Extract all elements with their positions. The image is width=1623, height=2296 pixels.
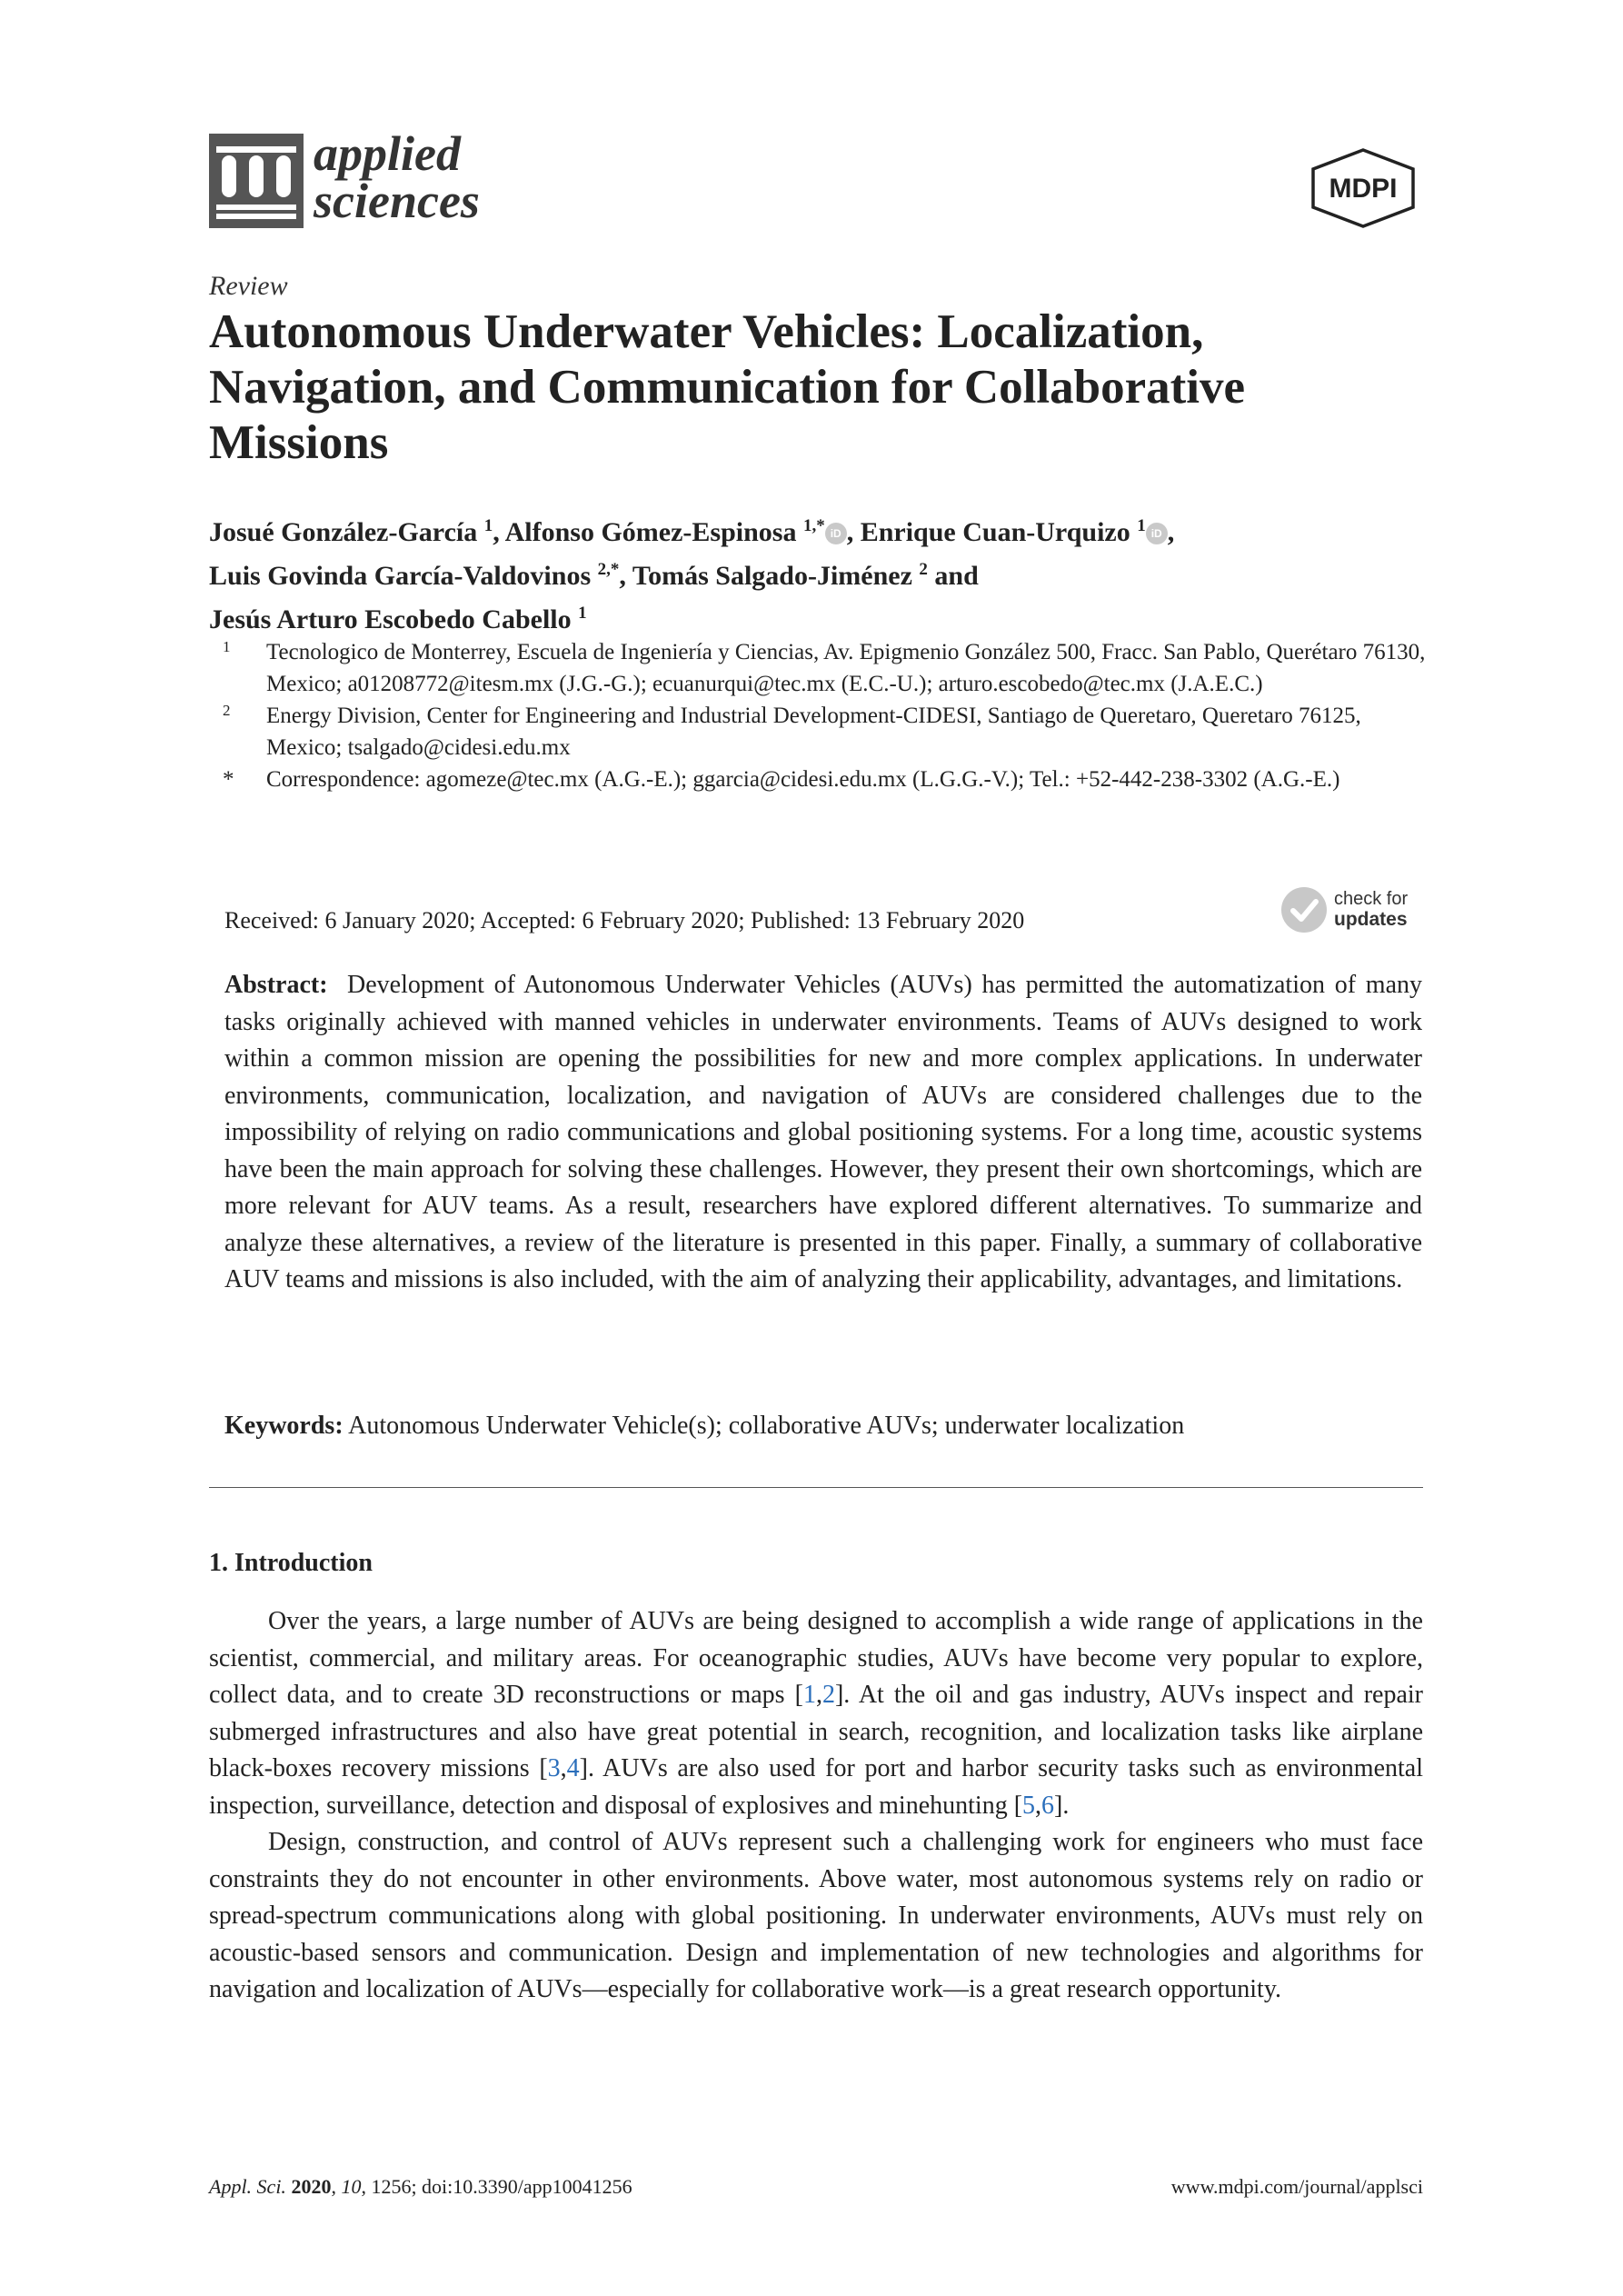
section-heading: 1. Introduction [209,1549,373,1577]
updates-badge-line2: updates [1334,909,1408,930]
affiliation-ref: 1 [1137,516,1146,535]
affiliation-mark: * [223,767,234,792]
affiliation-ref: 1 [578,604,587,623]
journal-name: applied sciences [314,126,480,228]
hexagon-icon [1304,147,1422,229]
author-name: Enrique Cuan-Urquizo [860,517,1130,547]
affiliation-text: Tecnologico de Monterrey, Escuela de Ingeniería y Ciencias, Av. Epigmenio González 500, Fracc. San Pablo, Querétaro 76130, Mexico; a01208772@itesm.mx (J.G.-G.); ecuanurqui@tec.mx (E.C.-U.); arturo.escobedo@tec.mx (J.A.E.C.) [266,640,1426,696]
footer-doi: , 1256; doi:10.3390/app10041256 [361,2175,632,2198]
author-name: Tomás Salgado-Jiménez [632,561,912,591]
checkmark-icon [1281,887,1327,933]
affiliation-item [223,636,1431,700]
publisher-logo-text: MDPI [1329,174,1398,204]
author-name: Jesús Arturo Escobedo Cabello [209,604,572,634]
publication-dates: Received: 6 January 2020; Accepted: 6 February 2020; Published: 13 February 2020 [224,907,1025,933]
abstract [224,967,1422,1299]
publisher-logo [1304,147,1422,229]
citation-separator: , [1035,1791,1042,1820]
abstract-label: Abstract: [224,971,328,999]
orcid-icon[interactable]: iD [825,523,847,544]
body-paragraph [209,1603,1423,1824]
body-paragraph: Design, construction, and control of AUVs represent such a challenging work for engineers who must face constraints they do not encounter in other environments. Above water, most autonomous systems rely on radio or spread-spectrum communications along with global positioning. In underwater environments, AUVs must rely on acoustic-based sensors and communication. Design and implementation of new technologies and algorithms for navigation and localization of AUVs—especially for collaborative work—is a great research opportunity. [209,1828,1423,2003]
footer-volume: 10 [341,2175,362,2198]
affiliation-mark: 2 [223,702,231,719]
affiliation-text: Energy Division, Center for Engineering and Industrial Development-CIDESI, Santiago de Queretaro, Queretaro 76125, Mexico; tsalgado@cidesi.edu.mx [266,704,1361,760]
citation-link[interactable]: 4 [566,1754,580,1782]
updates-badge-line1: check for [1334,889,1409,909]
test-tubes-icon [209,134,304,228]
article-type: Review [209,271,288,301]
text-run: Over the years, a large number of AUVs are being designed to accomplish a wide range of applications in the scientist, commercial, and military areas. For oceanographic studies, AUVs have become very popular to explore, collect data, and to create 3D reconstructions or maps [ [209,1607,1423,1709]
citation-link[interactable]: 1 [802,1681,816,1709]
keywords-label: Keywords: [224,1412,344,1440]
journal-url[interactable]: www.mdpi.com/journal/applsci [1170,2175,1423,2198]
text-run: ]. At the oil and gas industry, AUVs inspect and repair submerged infrastructures and also have great potential in search, recognition, and localization tasks like airplane black-boxes recovery missions [ [209,1681,1424,1782]
affiliation-mark: 1 [223,638,231,655]
author-name: Josué González-García [209,517,478,547]
citation-separator: , [815,1681,822,1709]
citation-link[interactable]: 2 [821,1681,835,1709]
affiliation-ref: 2 [919,560,928,579]
affiliation-ref: 1 [483,516,493,535]
citation-link[interactable]: 3 [547,1754,561,1782]
affiliation-text: Correspondence: agomeze@tec.mx (A.G.-E.); ggarcia@cidesi.edu.mx (L.G.G.-V.); Tel.: +52-442-238-3302 (A.G.-E.) [266,767,1340,792]
affiliation-ref: 1,* [802,516,825,535]
section-body [209,1603,1423,2009]
citation-separator: , [560,1754,567,1782]
author-list: Josué González-García $^1$, Alfonso Gómez-Espinosa $^{1,*}$ iD , Enrique Cuan-Urquizo $^1$ iD , Luis Govinda García-Valdovinos $^{2,*}$, Tomás Salgado-Jiménez $^2$ and Jesús Arturo Escobedo Cabello $^1$ [209,516,1175,634]
paper-title: Autonomous Underwater Vehicles: Localization, Navigation, and Communication for Collaborative Missions [209,305,1246,469]
abstract-text: Development of Autonomous Underwater Vehicles (AUVs) has permitted the automatization of many tasks originally achieved with manned vehicles in underwater environments. Teams of AUVs designed to work within a common mission are opening the possibilities for new and more complex applications. In underwater environments, communication, localization, and navigation of AUVs are considered challenges due to the impossibility of relying on radio communications and global positioning systems. For a long time, acoustic systems have been the main approach for solving these challenges. However, they present their own shortcomings, which are more relevant for AUV teams. As a result, researchers have explored different alternatives. To summarize and analyze these alternatives, a review of the literature is presented in this paper. Finally, a summary of collaborative AUV teams and missions is also included, with the aim of analyzing their applicability, advantages, and limitations. [224,971,1422,1293]
check-for-updates-badge[interactable] [1281,883,1427,938]
journal-abbrev: Appl. Sci. [209,2175,286,2198]
keywords-text: Autonomous Underwater Vehicle(s); collaborative AUVs; underwater localization [348,1412,1185,1440]
affiliation-ref: 2,* [597,560,620,579]
citation-footer: Appl. Sci. 2020, 10, 1256; doi:10.3390/app10041256 [209,2175,632,2198]
citation-link[interactable]: 5 [1022,1791,1036,1820]
text-run: ]. [1054,1791,1070,1820]
author-name: Luis Govinda García-Valdovinos [209,561,592,591]
journal-logo [209,126,509,232]
author-conjunction: and [934,561,979,591]
footer-year: 2020 [291,2175,332,2198]
text-run: ]. AUVs are also used for port and harbor security tasks such as environmental inspection, surveillance, detection and disposal of explosives and minehunting [ [209,1754,1423,1820]
affiliation-item [223,764,1431,795]
affiliation-item [223,700,1431,764]
citation-link[interactable]: 6 [1041,1791,1055,1820]
orcid-icon[interactable]: iD [1146,523,1168,544]
keywords [224,1408,1422,1444]
author-name: Alfonso Gómez-Espinosa [504,517,797,547]
affiliation-list [223,636,1431,795]
section-divider [209,1487,1423,1488]
